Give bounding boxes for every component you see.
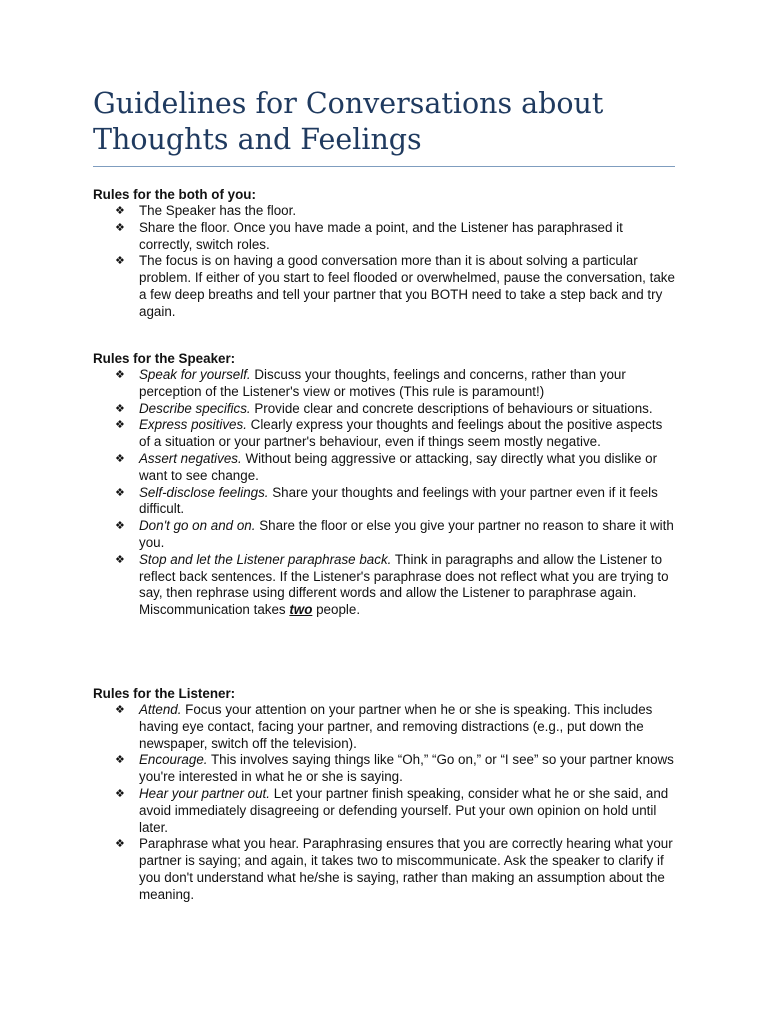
list-item xyxy=(93,836,677,903)
item-text: Share your thoughts and feelings with your partner even if it feels difficult. xyxy=(139,484,658,517)
diamond-bullet-icon: ❖ xyxy=(115,703,125,716)
item-text: The Speaker has the floor. xyxy=(139,203,297,218)
item-lead: Stop and let the Listener paraphrase back. xyxy=(139,551,392,567)
list-item xyxy=(93,417,677,451)
item-text: Think in paragraphs and allow the Listener to reflect back sentences. If the Listener's paraphrase does not reflect what you are trying to say, then rephrase using different words and allow the Listener to paraphrase again. Miscommunication takes xyxy=(139,551,669,618)
list-item xyxy=(93,253,677,320)
rules-list xyxy=(93,203,693,321)
item-lead: Encourage. xyxy=(139,752,208,768)
list-item xyxy=(93,702,677,752)
list-item xyxy=(93,451,677,485)
item-text: This involves saying things like “Oh,” “Go on,” or “I see” so your partner knows you're interested in what he or she is saying. xyxy=(139,752,674,785)
item-lead: Attend. xyxy=(139,702,182,717)
rules-list xyxy=(93,702,693,904)
diamond-bullet-icon: ❖ xyxy=(115,519,125,533)
item-text: Discuss your thoughts, feelings and concerns, rather than your perception of the Listener's view or motives (This rule is paramount!) xyxy=(139,367,626,399)
item-text: Share the floor. Once you have made a point, and the Listener has paraphrased it correctly, switch roles. xyxy=(139,219,623,252)
diamond-bullet-icon: ❖ xyxy=(115,485,125,499)
item-lead: Self-disclose feelings. xyxy=(139,484,269,500)
list-item xyxy=(93,552,677,619)
title-underline-rule xyxy=(93,166,675,167)
section-heading: Rules for the both of you: xyxy=(93,187,256,202)
rules-list xyxy=(93,367,693,619)
document-title: Guidelines for Conversations about Thoughts and Feelings xyxy=(93,87,604,156)
item-lead: Hear your partner out. xyxy=(139,785,270,801)
item-text: Without being aggressive or attacking, say directly what you dislike or want to see change. xyxy=(139,450,658,483)
item-lead: Express positives. xyxy=(139,417,247,433)
item-text: Provide clear and concrete descriptions of behaviours or situations. xyxy=(250,400,653,416)
section-rules-speaker xyxy=(93,350,693,619)
item-text: Share the floor or else you give your partner no reason to share it with you. xyxy=(139,518,674,550)
item-lead: Speak for yourself. xyxy=(139,367,251,382)
diamond-bullet-icon: ❖ xyxy=(115,220,125,234)
diamond-bullet-icon: ❖ xyxy=(115,368,125,381)
diamond-bullet-icon: ❖ xyxy=(115,418,125,432)
diamond-bullet-icon: ❖ xyxy=(115,786,125,800)
section-heading: Rules for the Speaker: xyxy=(93,351,236,366)
diamond-bullet-icon: ❖ xyxy=(115,753,125,767)
diamond-bullet-icon: ❖ xyxy=(115,401,125,415)
emphasized-word: two xyxy=(289,602,313,618)
list-item xyxy=(93,220,677,254)
section-rules-both xyxy=(93,186,693,321)
diamond-bullet-icon: ❖ xyxy=(115,552,125,566)
item-text: The focus is on having a good conversation more than it is about solving a particular problem. If either of you start to feel flooded or overwhelmed, pause the conversation, take a few deep breaths and tell your partner that you BOTH need to take a step back and try again. xyxy=(139,253,675,319)
item-lead: Describe specifics. xyxy=(139,400,251,416)
item-lead: Don't go on and on. xyxy=(139,518,256,534)
item-text: Clearly express your thoughts and feelings about the positive aspects of a situation or your partner's behaviour, even if things seem mostly negative. xyxy=(139,417,663,450)
list-item xyxy=(93,367,677,401)
diamond-bullet-icon: ❖ xyxy=(115,837,125,851)
list-item xyxy=(93,203,677,220)
list-item xyxy=(93,518,677,552)
item-text: Paraphrase what you hear. Paraphrasing ensures that you are correctly hearing what your partner is saying; and again, it takes two to miscommunicate. Ask the speaker to clarify if you don't understand what he/she is saying, rather than making an assumption about the meaning. xyxy=(139,836,673,902)
item-lead: Assert negatives. xyxy=(139,450,242,466)
diamond-bullet-icon: ❖ xyxy=(115,254,125,268)
list-item xyxy=(93,401,677,418)
diamond-bullet-icon: ❖ xyxy=(115,204,125,217)
item-text: Focus your attention on your partner when he or she is speaking. This includes having eye contact, facing your partner, and removing distractions (e.g., put down the newspaper, switch off the television). xyxy=(139,702,653,751)
section-heading: Rules for the Listener: xyxy=(93,686,236,701)
item-tail: people. xyxy=(312,602,361,618)
item-text: Let your partner finish speaking, consider what he or she said, and avoid immediately disagreeing or defending yourself. Put your own opinion on hold until later. xyxy=(139,785,669,835)
list-item xyxy=(93,485,677,519)
list-item xyxy=(93,786,677,836)
diamond-bullet-icon: ❖ xyxy=(115,451,125,465)
list-item xyxy=(93,752,677,786)
section-rules-listener xyxy=(93,685,693,904)
